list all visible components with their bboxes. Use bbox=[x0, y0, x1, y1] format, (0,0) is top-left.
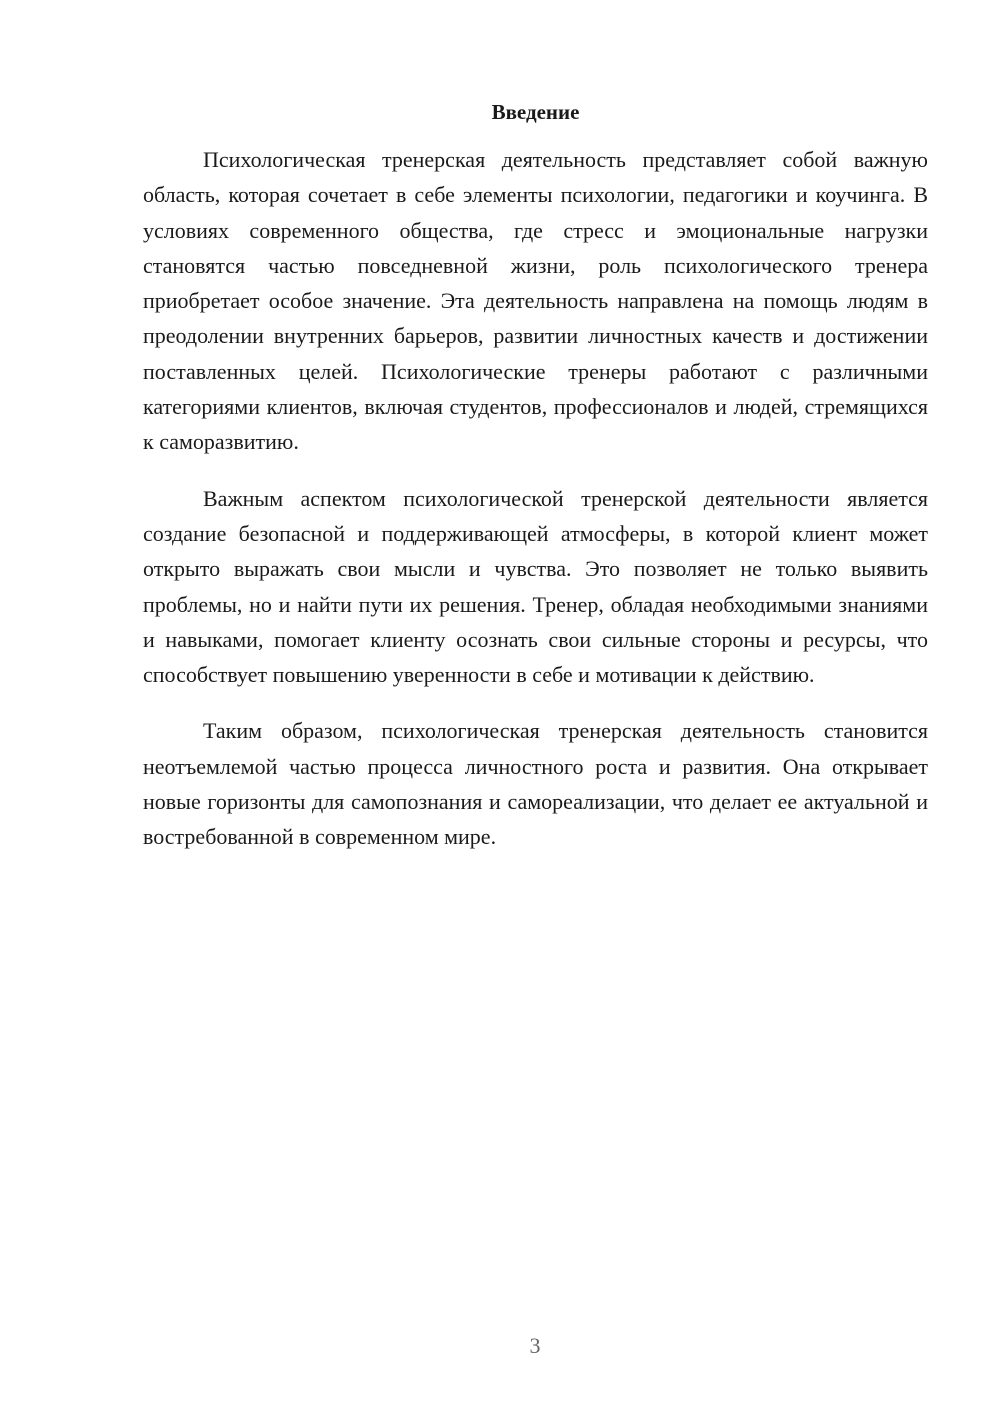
section-title: Введение bbox=[491, 100, 580, 124]
page-number: 3 bbox=[529, 1333, 541, 1358]
body-text bbox=[143, 142, 928, 876]
paragraph-2: Важным аспектом психологической тренерской деятельности является создание безопасной и поддерживающей атмосферы, в которой клиент может открыто выражать свои мысли и чувства. Это позволяет не только выявить проблемы, но и найти пути их решения. Тренер, обладая необходимыми знаниями и навыками, помогает клиенту осознать свои сильные стороны и ресурсы, что способствует повышению уверенности в себе и мотивации к действию. bbox=[143, 485, 928, 688]
paragraph-1: Психологическая тренерская деятельность представляет собой важную область, которая сочетает в себе элементы психологии, педагогики и коучинга. В условиях современного общества, где стресс и эмоциональные нагрузки становятся частью повседневной жизни, роль психологического тренера приобретает особое значение. Эта деятельность направлена на помощь людям в преодолении внутренних барьеров, развитии личностных качеств и достижении поставленных целей. Психологические тренеры работают с различными категориями клиентов, включая студентов, профессионалов и людей, стремящихся к саморазвитию. bbox=[143, 147, 928, 455]
paragraph-3: Таким образом, психологическая тренерская деятельность становится неотъемлемой частью процесса личностного роста и развития. Она открывает новые горизонты для самопознания и самореализации, что делает ее актуальной и востребованной в современном мире. bbox=[143, 718, 928, 850]
